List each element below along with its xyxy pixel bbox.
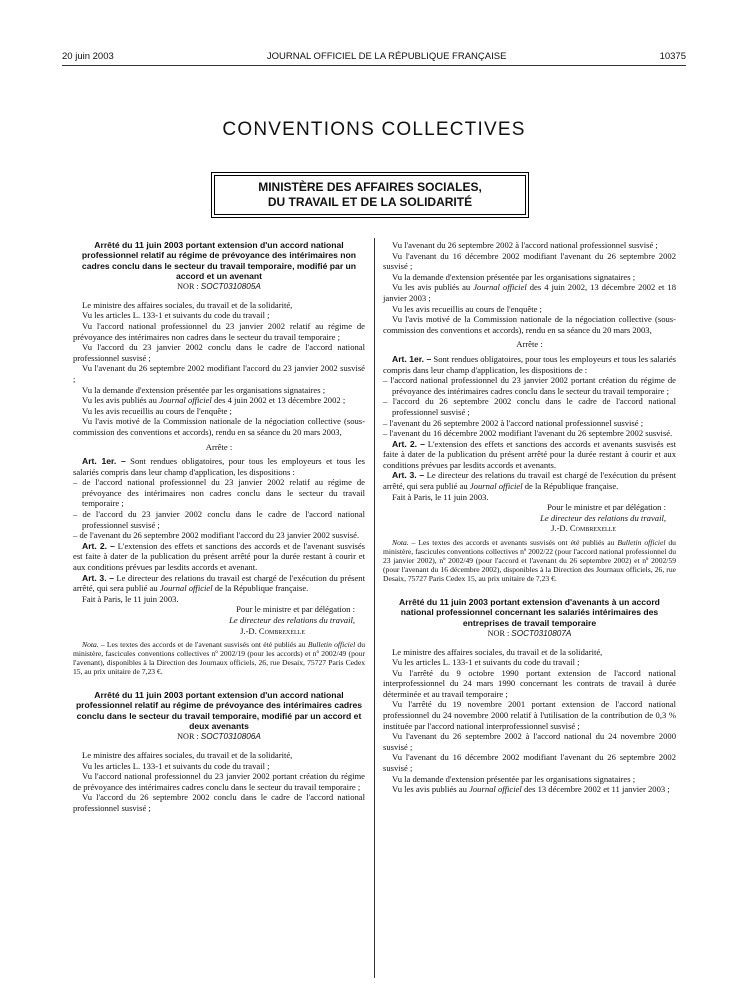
paragraph: Le ministre des affaires sociales, du travail et de la solidarité, xyxy=(82,299,293,310)
text: L'extension des effets et sanctions des accords et de l'avenant susvisés est faite à dater de la publication du présent arrêté pour la durée restant à courir et aux conditions prévues par lesdits accords et avenant. xyxy=(73,540,365,573)
journal-ref: Journal officiel xyxy=(469,784,522,795)
text: du ministère, fascicules conventions collectives nº 2002/19 (pour les accords) et nº 2002/49 (pour l'avenant), disponibles à la Direction des Journaux officiels, 26, rue Desaix, 75727 Paris Cedex 15, au prix unitaire de 7,23 €. xyxy=(73,640,366,677)
decree-3-title: Arrêté du 11 juin 2003 portant extension d'avenants à un accord national professionnel concernant les salariés intérimaires des entreprises de travail temporaire xyxy=(399,597,660,628)
text: Le directeur des relations du travail est chargé de l'exécution du présent arrêté, qui sera publié au xyxy=(383,470,677,492)
note-label: Nota. xyxy=(82,640,99,650)
text: Vu les avis publiés au xyxy=(82,395,160,406)
paragraph: Vu l'avenant du 26 septembre 2002 modifiant l'accord du 23 janvier 2002 susvisé ; xyxy=(73,363,365,384)
article-label: Art. 3. – xyxy=(392,470,425,481)
text: Vu les avis publiés au xyxy=(392,784,470,795)
paragraph: Vu l'accord national professionnel du 23 janvier 2002 portant création du régime de prévoyance des intérimaires cadres conclu dans le secteur du travail temporaire ; xyxy=(73,771,365,792)
journal-ref: Journal officiel xyxy=(159,583,213,594)
list-item: – l'avenant du 26 septembre 2002 à l'accord national professionnel susvisé ; xyxy=(383,417,644,428)
decree-1-nor xyxy=(73,282,365,293)
paragraph: Vu l'avis motivé de la Commission nationale de la négociation collective (sous-commission des conventions et accords), rendu en sa séance du 20 mars 2003, xyxy=(383,314,676,335)
text: – Les textes des accords et de l'avenant susvisés ont été publiés au xyxy=(98,640,308,650)
text: Sont rendues obligatoires, pour tous les employeurs et tous les salariés compris dans leur champ d'application, les dispositions de : xyxy=(383,353,677,375)
signature-title: Le directeur des relations du travail, xyxy=(540,512,666,523)
article-1 xyxy=(383,354,676,375)
paragraph: Le ministre des affaires sociales, du travail et de la solidarité, xyxy=(82,749,293,760)
paragraph: Vu les articles L. 133-1 et suivants du code du travail ; xyxy=(392,657,580,668)
ministry-line-2: DU TRAVAIL ET DE LA SOLIDARITÉ xyxy=(267,195,473,209)
nor-code: SOCT0310807A xyxy=(511,628,572,638)
paragraph: Vu l'arrêté du 9 octobre 1990 portant extension de l'accord national interprofessionnel du 24 mars 1990 concernant les contrats de travail à durée déterminée et au travail temporaire ; xyxy=(383,667,676,699)
section-title: CONVENTIONS COLLECTIVES xyxy=(222,119,526,140)
text: du ministère, fascicules conventions collectives nº 2002/22 (pour l'accord national professionnel du 23 janvier 2002), nº 2002/49 (pour l'accord et l'avenant du 26 septembre 2002) et nº 2002/59 (pour l'avenant du 16 décembre 2002), disponibles à la Direction des Journaux officiels, 26, rue Desaix, 75727 Paris Cedex 15, au prix unitaire de 7,23 €. xyxy=(383,538,676,584)
list-item: – de l'accord du 23 janvier 2002 conclu dans le cadre de l'accord national professionnel susvisé ; xyxy=(73,509,365,530)
text: des 13 décembre 2002 et 11 janvier 2003 ; xyxy=(521,784,670,795)
article-3 xyxy=(383,470,676,491)
paragraph: Vu les avis recueillis au cours de l'enquête ; xyxy=(392,303,542,314)
signature-block xyxy=(73,604,365,636)
paragraph: Vu la demande d'extension présentée par les organisations signataires ; xyxy=(392,271,636,282)
paragraph xyxy=(383,784,676,795)
text: Sont rendues obligatoires, pour tous les employeurs et tous les salariés compris dans leur champ d'application, les dispositions : xyxy=(73,456,365,477)
paragraph: Vu l'accord national professionnel du 23 janvier 2002 relatif au régime de prévoyance des intérimaires non cadres dans le secteur du travail temporaire ; xyxy=(73,320,365,342)
list-item: – l'accord du 26 septembre 2002 conclu dans le cadre de l'accord national professionnel susvisé ; xyxy=(383,396,676,417)
nor-label: NOR : xyxy=(487,628,510,638)
journal-ref: Journal officiel xyxy=(469,481,523,492)
text: de la République française. xyxy=(522,481,619,492)
arrete-heading: Arrête : xyxy=(516,339,543,350)
text: des 4 juin 2002 et 13 décembre 2002 ; xyxy=(211,395,346,406)
signature-block xyxy=(383,502,676,534)
article-1 xyxy=(73,456,365,477)
paragraph: Vu l'avenant du 26 septembre 2002 à l'accord national professionnel susvisé ; xyxy=(392,240,658,250)
list-item: – l'accord national professionnel du 23 janvier 2002 portant création du régime de prévoyance des intérimaires cadres conclu dans le secteur du travail temporaire ; xyxy=(383,375,676,396)
paragraph xyxy=(383,282,676,303)
left-column xyxy=(73,240,365,814)
text: des 4 juin 2002, 13 décembre 2002 et 18 janvier 2003 ; xyxy=(383,282,676,303)
ministry-box-inner xyxy=(214,175,526,215)
note xyxy=(73,640,365,676)
paragraph: Vu l'accord du 23 janvier 2002 conclu dans le cadre de l'accord national professionnel susvisé ; xyxy=(73,342,365,363)
article-label: Art. 3. – xyxy=(82,572,114,583)
issue-date: 20 juin 2003 xyxy=(62,50,114,62)
paragraph: Vu les avis recueillis au cours de l'enquête ; xyxy=(82,405,232,416)
paragraph: Vu la demande d'extension présentée par les organisations signataires ; xyxy=(392,773,636,784)
signatory-name: J.-D. Combrexelle xyxy=(240,625,305,636)
note xyxy=(383,538,676,583)
signature-title: Le directeur des relations du travail, xyxy=(229,615,355,625)
paragraph: Vu l'accord du 26 septembre 2002 conclu dans le cadre de l'accord national professionnel susvisé ; xyxy=(73,792,365,813)
paragraph: Le ministre des affaires sociales, du travail et de la solidarité, xyxy=(392,646,603,657)
bulletin-ref: Bulletin officiel xyxy=(617,538,666,548)
article-label: Art. 1er. – xyxy=(82,456,126,467)
text: Vu les avis publiés au xyxy=(392,282,474,293)
paragraph: Vu la demande d'extension présentée par les organisations signataires ; xyxy=(82,384,326,395)
article-3 xyxy=(73,573,365,594)
paragraph: Vu l'avenant du 16 décembre 2002 modifiant l'avenant du 26 septembre 2002 susvisé ; xyxy=(383,752,676,774)
journal-ref: Journal officiel xyxy=(159,395,212,406)
journal-ref: Journal officiel xyxy=(473,282,527,293)
bulletin-ref: Bulletin officiel xyxy=(307,640,356,650)
article-label: Art. 1er. – xyxy=(392,353,432,364)
right-column xyxy=(383,240,676,795)
text: L'extension des effets et sanctions des accords et avenants susvisés est faite à dater de la publication du présent arrêté pour la durée restant à courir et aux conditions prévues par lesdits accords et avenants. xyxy=(383,438,676,470)
article-label: Art. 2. – xyxy=(392,438,425,449)
decree-2-nor xyxy=(73,732,365,743)
decree-2-title: Arrêté du 11 juin 2003 portant extension d'un accord national professionnel relatif au régime de prévoyance des intérimaires cadres conclu dans le secteur du travail temporaire, modifié par un accord et deux avenants xyxy=(75,690,363,732)
text: de la République française. xyxy=(212,583,309,594)
signature-line: Pour le ministre et par délégation : xyxy=(236,604,355,615)
article-label: Art. 2. – xyxy=(82,540,115,551)
paragraph: Vu les articles L. 133-1 et suivants du code du travail ; xyxy=(82,760,270,771)
list-item: – de l'avenant du 26 septembre 2002 modifiant l'accord du 23 janvier 2002 susvisé. xyxy=(73,530,360,541)
paragraph xyxy=(73,395,365,406)
article-2 xyxy=(383,439,676,471)
running-header xyxy=(62,49,686,66)
paragraph: Vu l'arrêté du 19 novembre 2001 portant extension de l'accord national professionnel du 24 novembre 2000 relatif à l'utilisation de la contribution de 0,3 % instituée par l'accord national interprofessionnel susvisé ; xyxy=(383,699,676,731)
list-item: – de l'accord national professionnel du 23 janvier 2002 relatif au régime de prévoyance des intérimaires non cadres conclu dans le secteur du travail temporaire ; xyxy=(73,477,365,509)
ministry-box xyxy=(211,172,529,218)
nor-label: NOR : xyxy=(177,282,199,292)
signing-place-date: Fait à Paris, le 11 juin 2003. xyxy=(82,593,179,604)
article-2 xyxy=(73,541,365,573)
arrete-heading: Arrête : xyxy=(205,441,233,452)
decree-1-title: Arrêté du 11 juin 2003 portant extension d'un accord national professionnel relatif au régime de prévoyance des intérimaires non cadres conclu dans le secteur du travail temporaire, modifié par un accord et un avenant xyxy=(81,240,357,281)
nor-code: SOCT0310806A xyxy=(200,732,261,742)
signature-line: Pour le ministre et par délégation : xyxy=(547,502,666,513)
note-label: Nota. xyxy=(392,538,409,548)
text: Le directeur des relations du travail est chargé de l'exécution du présent arrêté, qui sera publié au xyxy=(73,572,365,594)
paragraph: Vu l'avis motivé de la Commission nationale de la négociation collective (sous-commission des conventions et accords), rendu en sa séance du 20 mars 2003, xyxy=(73,416,365,437)
text: – Les textes des accords et avenants susvisés ont été publiés au xyxy=(408,538,618,548)
column-divider xyxy=(374,238,375,978)
page-number: 10375 xyxy=(659,50,686,62)
journal-name: JOURNAL OFFICIEL DE LA RÉPUBLIQUE FRANÇAISE xyxy=(266,50,507,62)
signing-place-date: Fait à Paris, le 11 juin 2003. xyxy=(392,491,489,502)
decree-3-nor xyxy=(383,629,676,640)
paragraph: Vu l'avenant du 16 décembre 2002 modifiant l'avenant du 26 septembre 2002 susvisé ; xyxy=(383,250,676,272)
nor-label: NOR : xyxy=(177,732,199,742)
paragraph: Vu l'avenant du 26 septembre 2002 à l'accord national du 24 novembre 2000 susvisé ; xyxy=(383,731,676,752)
paragraph: Vu les articles L. 133-1 et suivants du code du travail ; xyxy=(82,310,270,321)
ministry-line-1: MINISTÈRE DES AFFAIRES SOCIALES, xyxy=(258,180,482,194)
signatory-name: J.-D. Combrexelle xyxy=(551,523,616,534)
list-item: – l'avenant du 16 décembre 2002 modifiant l'avenant du 26 septembre 2002 susvisé. xyxy=(383,428,673,439)
nor-code: SOCT0310805A xyxy=(200,282,261,292)
